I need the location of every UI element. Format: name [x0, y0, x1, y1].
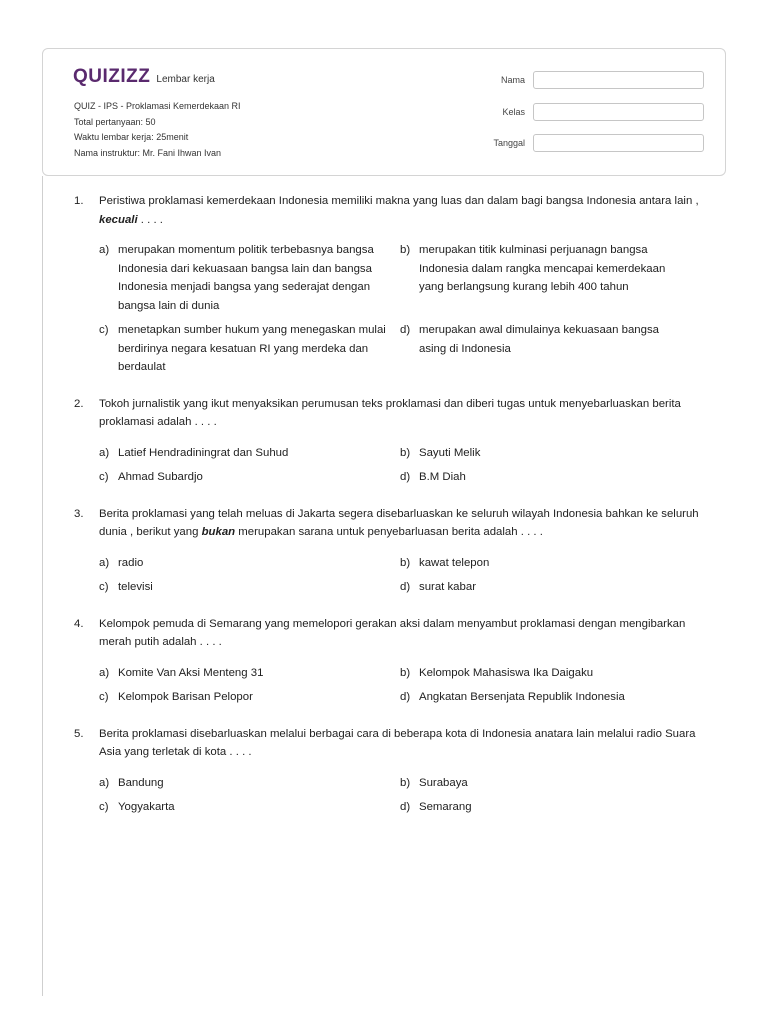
question-text-main: Kelompok pemuda di Semarang yang memelopori gerakan aksi dalam menyambut proklamasi dengan mengibarkan merah putih adalah . . . . [99, 617, 686, 648]
answer-option [400, 578, 701, 597]
class-label: Kelas [502, 107, 525, 117]
option-letter: b) [400, 556, 411, 569]
question-emphasis: bukan [201, 526, 236, 538]
question-stem [74, 192, 714, 229]
option-letter: c) [99, 324, 109, 336]
option-text: Surabaya [419, 776, 468, 789]
quizizz-logo [73, 67, 215, 86]
worksheet-header [42, 48, 726, 176]
option-letter: b) [400, 446, 411, 459]
answer-option [400, 774, 701, 793]
answer-options [99, 241, 714, 377]
answer-option [400, 241, 701, 315]
option-letter: a) [99, 666, 110, 679]
option-letter: c) [99, 471, 109, 483]
answer-option [400, 688, 701, 707]
question-number: 3. [74, 507, 84, 520]
answer-option [99, 798, 400, 817]
option-text: menetapkan sumber hukum yang menegaskan mulai berdirinya negara kesatuan RI yang merdeka dan berdaulat [118, 324, 386, 373]
answer-option [99, 444, 400, 463]
date-label: Tanggal [493, 138, 525, 148]
answer-option [400, 554, 701, 573]
option-letter: a) [99, 244, 110, 256]
option-letter: d) [400, 801, 411, 813]
worksheet-label: Lembar kerja [156, 74, 215, 85]
question-item [74, 192, 714, 377]
option-letter: c) [99, 581, 109, 593]
question-text [99, 505, 714, 542]
question-text [99, 192, 714, 229]
option-text: surat kabar [419, 581, 476, 593]
option-text: Ahmad Subardjo [118, 471, 203, 483]
answer-option [400, 321, 701, 377]
question-text-main: Tokoh jurnalistik yang ikut menyaksikan perumusan teks proklamasi dan diberi tugas untuk menyebarluaskan berita proklamasi adalah . . . . [99, 397, 681, 428]
option-text: Bandung [118, 776, 164, 789]
question-stem [74, 615, 714, 652]
question-stem [74, 395, 714, 432]
option-letter: b) [400, 244, 411, 256]
option-text: merupakan titik kulminasi perjuanagn bangsa Indonesia dalam rangka mencapai kemerdekaan yang berlangsung kurang lebih 400 tahun [419, 244, 666, 293]
question-item [74, 615, 714, 707]
answer-option [99, 664, 400, 683]
answer-options [99, 444, 714, 487]
answer-option [99, 554, 400, 573]
quiz-title: QUIZ - IPS - Proklamasi Kemerdekaan RI [74, 101, 241, 111]
answer-options [99, 774, 714, 817]
answer-option [400, 798, 701, 817]
question-stem [74, 505, 714, 542]
option-letter: d) [400, 691, 411, 703]
option-text: Kelompok Barisan Pelopor [118, 691, 253, 703]
name-label: Nama [500, 75, 525, 85]
option-text: Angkatan Bersenjata Republik Indonesia [419, 691, 625, 703]
option-letter: d) [400, 471, 411, 483]
answer-options [99, 664, 714, 707]
option-text: merupakan awal dimulainya kekuasaan bangsa asing di Indonesia [419, 324, 659, 355]
option-letter: d) [400, 324, 411, 336]
option-letter: a) [99, 446, 110, 459]
answer-option [99, 468, 400, 487]
question-text [99, 725, 714, 762]
option-text: kawat telepon [419, 556, 490, 569]
option-text: B.M Diah [419, 471, 466, 483]
option-text: Yogyakarta [118, 801, 175, 813]
answer-option [99, 578, 400, 597]
instructor-name: Nama instruktur: Mr. Fani Ihwan Ivan [74, 147, 222, 158]
answer-option [99, 321, 400, 377]
answer-option [99, 774, 400, 793]
quiz-meta [74, 99, 241, 161]
brand-wordmark: QUIZIZZ [73, 66, 151, 87]
option-letter: a) [99, 556, 110, 569]
class-field-row [473, 103, 704, 121]
total-questions: Total pertanyaan: 50 [74, 116, 156, 127]
option-letter: a) [99, 776, 110, 789]
answer-options [99, 554, 714, 597]
option-letter: b) [400, 666, 411, 679]
question-text-main: Berita proklamasi yang telah meluas di Jakarta segera disebarluaskan ke seluruh wilayah Indonesia bahkan ke seluruh dunia , berikut yang [99, 507, 699, 538]
option-text: merupakan momentum politik terbebasnya bangsa Indonesia dari kekuasaan bangsa lain dan bangsa Indonesia menjadi bangsa yang sederajat dengan bangsa lain di dunia [118, 244, 374, 312]
answer-option [99, 688, 400, 707]
question-text-tail: merupakan sarana untuk penyebarluasan berita adalah . . . . [235, 526, 543, 538]
option-text: Komite Van Aksi Menteng 31 [118, 666, 264, 679]
question-item [74, 505, 714, 597]
option-text: Latief Hendradiningrat dan Suhud [118, 446, 289, 459]
question-item [74, 395, 714, 487]
question-list [74, 192, 714, 835]
date-field-row [473, 134, 704, 152]
option-text: Kelompok Mahasiswa Ika Daigaku [419, 666, 594, 679]
question-text-main: Berita proklamasi disebarluaskan melalui berbagai cara di beberapa kota di Indonesia anatara lain melalui radio Suara Asia yang terletak di kota . . . . [99, 727, 696, 758]
answer-option [99, 241, 400, 315]
page-edge [42, 176, 43, 996]
option-letter: c) [99, 691, 109, 703]
answer-option [400, 468, 701, 487]
option-text: Sayuti Melik [419, 446, 481, 459]
question-stem [74, 725, 714, 762]
answer-option [400, 664, 701, 683]
question-number: 1. [74, 195, 84, 207]
question-text [99, 395, 714, 432]
question-text-main: Peristiwa proklamasi kemerdekaan Indonesia memiliki makna yang luas dan dalam bagi bangsa Indonesia antara lain , [99, 195, 699, 207]
question-item [74, 725, 714, 817]
option-letter: c) [99, 801, 109, 813]
option-text: radio [118, 556, 144, 569]
answer-option [400, 444, 701, 463]
option-text: Semarang [419, 801, 472, 813]
question-number: 4. [74, 617, 84, 630]
question-emphasis: kecuali [99, 213, 138, 226]
name-input[interactable] [533, 71, 704, 89]
option-text: televisi [118, 581, 153, 593]
name-field-row [473, 71, 704, 89]
class-input[interactable] [533, 103, 704, 121]
question-number: 5. [74, 727, 84, 740]
date-input[interactable] [533, 134, 704, 152]
question-text [99, 615, 714, 652]
option-letter: b) [400, 776, 411, 789]
option-letter: d) [400, 581, 411, 593]
worksheet-time: Waktu lembar kerja: 25menit [74, 132, 189, 142]
question-number: 2. [74, 397, 84, 410]
question-text-tail: . . . . [137, 213, 163, 226]
